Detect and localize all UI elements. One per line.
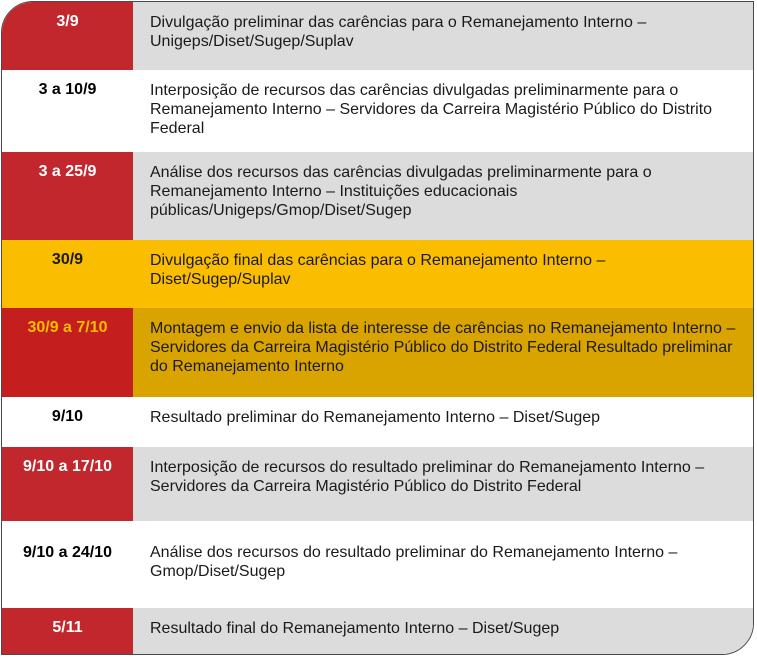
row-description: Divulgação final das carências para o Remanejamento Interno – Diset/Sugep/Suplav [133, 240, 753, 308]
row-date: 3 a 25/9 [2, 152, 133, 240]
row-date: 9/10 a 24/10 [2, 521, 133, 608]
table-row [2, 308, 753, 397]
row-date: 9/10 a 17/10 [2, 447, 133, 521]
row-description: Resultado final do Remanejamento Interno – Diset/Sugep [133, 608, 753, 655]
row-date: 30/9 [2, 240, 133, 308]
table-row [2, 447, 753, 521]
row-description: Resultado preliminar do Remanejamento Interno – Diset/Sugep [133, 397, 753, 447]
schedule-table [1, 1, 754, 655]
table-row [2, 152, 753, 240]
row-date: 3/9 [2, 2, 133, 70]
row-date: 9/10 [2, 397, 133, 447]
table-row [2, 397, 753, 447]
row-description: Divulgação preliminar das carências para o Remanejamento Interno – Unigeps/Diset/Sugep/Suplav [133, 2, 753, 70]
row-description: Interposição de recursos do resultado preliminar do Remanejamento Interno – Servidores da Carreira Magistério Público do Distrito Federal [133, 447, 753, 521]
row-date: 30/9 a 7/10 [2, 308, 133, 397]
row-date: 5/11 [2, 608, 133, 655]
table-row [2, 240, 753, 308]
table-row [2, 608, 753, 655]
table-row [2, 2, 753, 70]
row-description: Montagem e envio da lista de interesse de carências no Remanejamento Interno – Servidores da Carreira Magistério Público do Distrito Federal Resultado preliminar do Remanejamento Interno [133, 308, 753, 397]
row-description: Análise dos recursos do resultado preliminar do Remanejamento Interno – Gmop/Diset/Sugep [133, 521, 753, 608]
table-row [2, 70, 753, 152]
row-description: Interposição de recursos das carências divulgadas preliminarmente para o Remanejamento Interno – Servidores da Carreira Magistério Público do Distrito Federal [133, 70, 753, 152]
row-description: Análise dos recursos das carências divulgadas preliminarmente para o Remanejamento Interno – Instituições educacionais públicas/Unigeps/Gmop/Diset/Sugep [133, 152, 753, 240]
table-row [2, 521, 753, 608]
row-date: 3 a 10/9 [2, 70, 133, 152]
